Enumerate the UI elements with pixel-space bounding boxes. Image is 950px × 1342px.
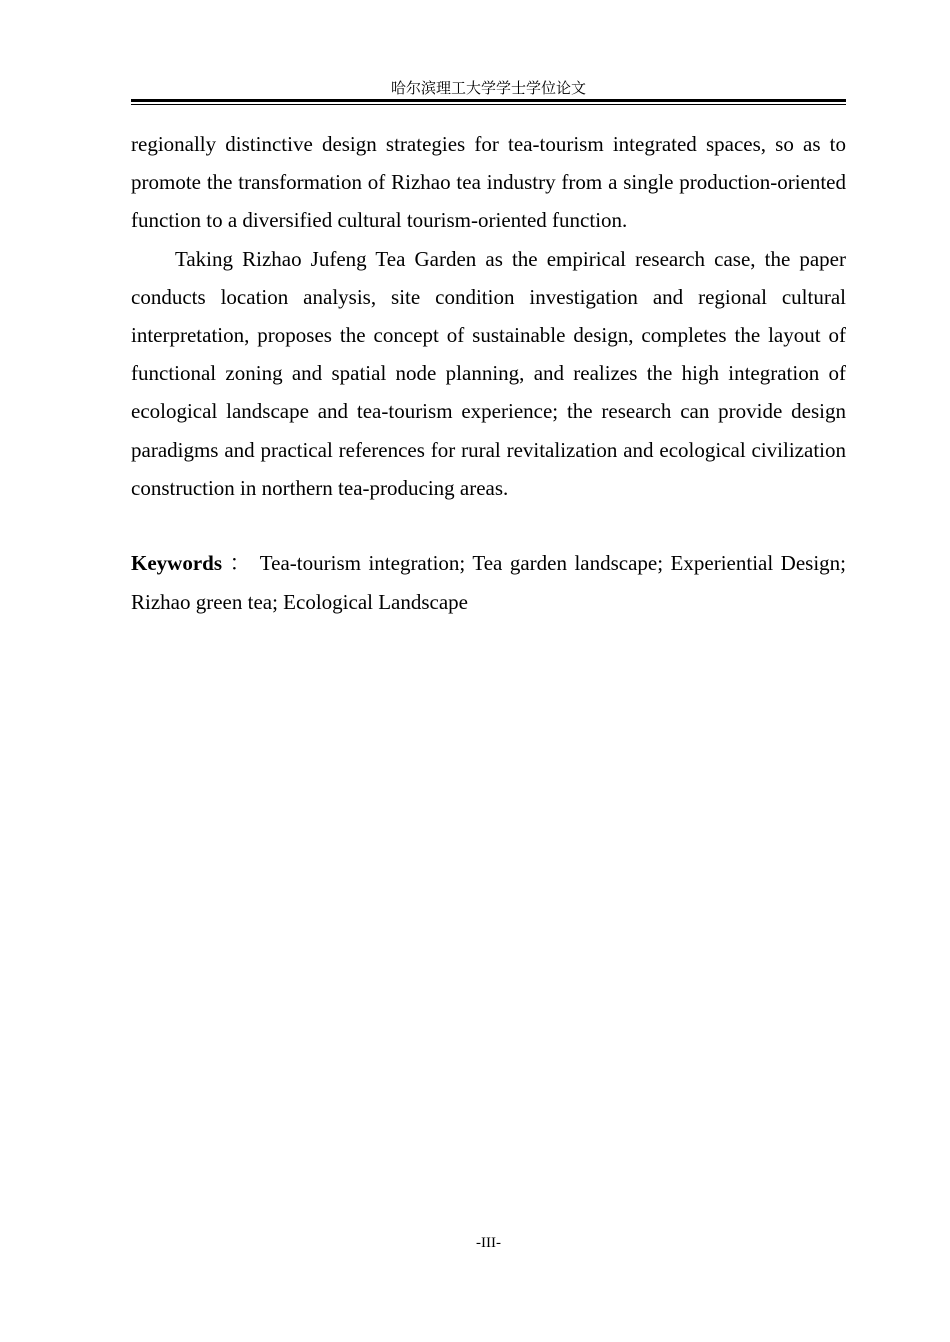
header-rule-thick [131, 99, 846, 102]
abstract-body [131, 125, 846, 621]
keywords-text: ： Tea-tourism integration; Tea garden landscape; Experiential Design; Rizhao green tea; Ecological Landscape [131, 551, 846, 614]
keywords-line [131, 544, 846, 621]
header-rule-thin [131, 104, 846, 105]
keywords-label: Keywords [131, 551, 222, 576]
page-number: -III- [476, 1235, 501, 1251]
running-header: 哈尔滨理工大学学士学位论文 [390, 79, 586, 97]
abstract-paragraph: Taking Rizhao Jufeng Tea Garden as the empirical research case, the paper conducts location analysis, site condition investigation and regional cultural interpretation, proposes the concept of sustainable design, completes the layout of functional zoning and spatial node planning, and realizes the high integration of ecological landscape and tea-tourism experience; the research can provide design paradigms and practical references for rural revitalization and ecological civilization construction in northern tea-producing areas. [131, 246, 846, 500]
abstract-paragraph-continued: regionally distinctive design strategies for tea-tourism integrated spaces, so as to promote the transformation of Rizhao tea industry from a single production-oriented function to a diversified cultural tourism-oriented function. [131, 132, 846, 233]
